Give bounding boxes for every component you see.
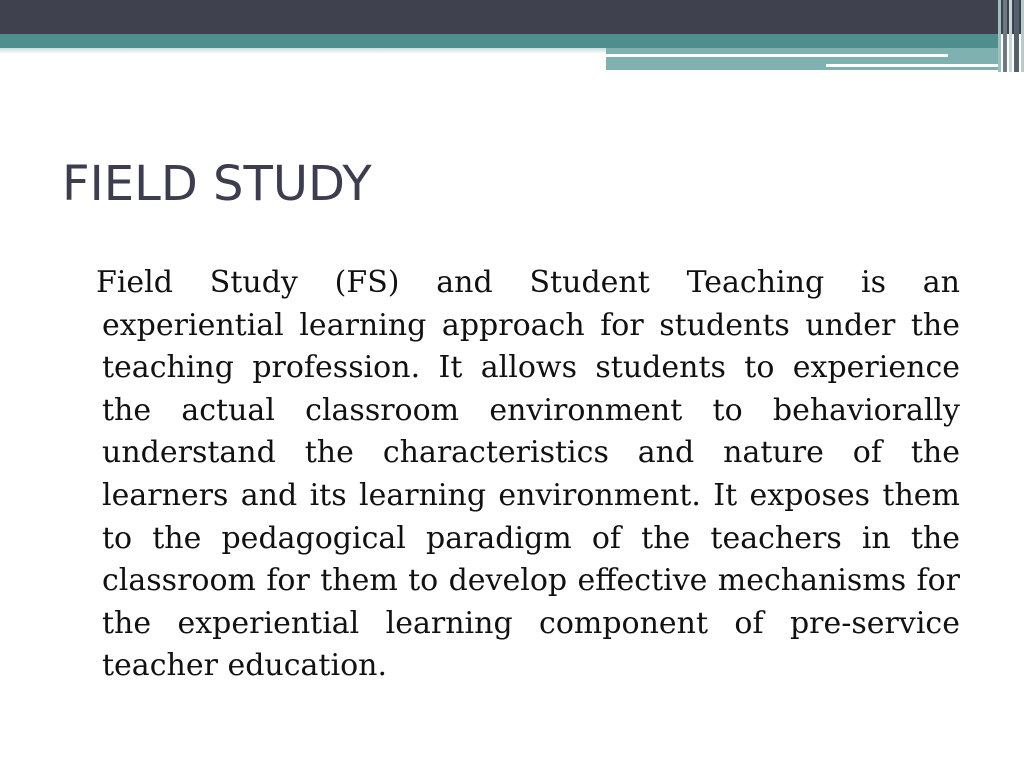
slide-title: FIELD STUDY xyxy=(62,156,372,212)
header-accent-line xyxy=(606,54,948,57)
header-accent-line-short xyxy=(826,64,1000,67)
slide-body-text: Field Study (FS) and Student Teaching is an experiential learning approach for students under the teaching profession. It allows students to experience the actual classroom environment to behaviorally understand the characteristics and nature of the learners and its learning environment. It exposes them to the pedagogical paradigm of the teachers in the classroom for them to develop effective mechanisms for the experiential learning component of pre-service teacher education. xyxy=(96,265,960,684)
header-band-dark xyxy=(0,0,1024,34)
header-band-shadow xyxy=(0,48,606,54)
edge-stripes-decoration xyxy=(994,0,1024,72)
header-band-teal xyxy=(0,34,1000,48)
